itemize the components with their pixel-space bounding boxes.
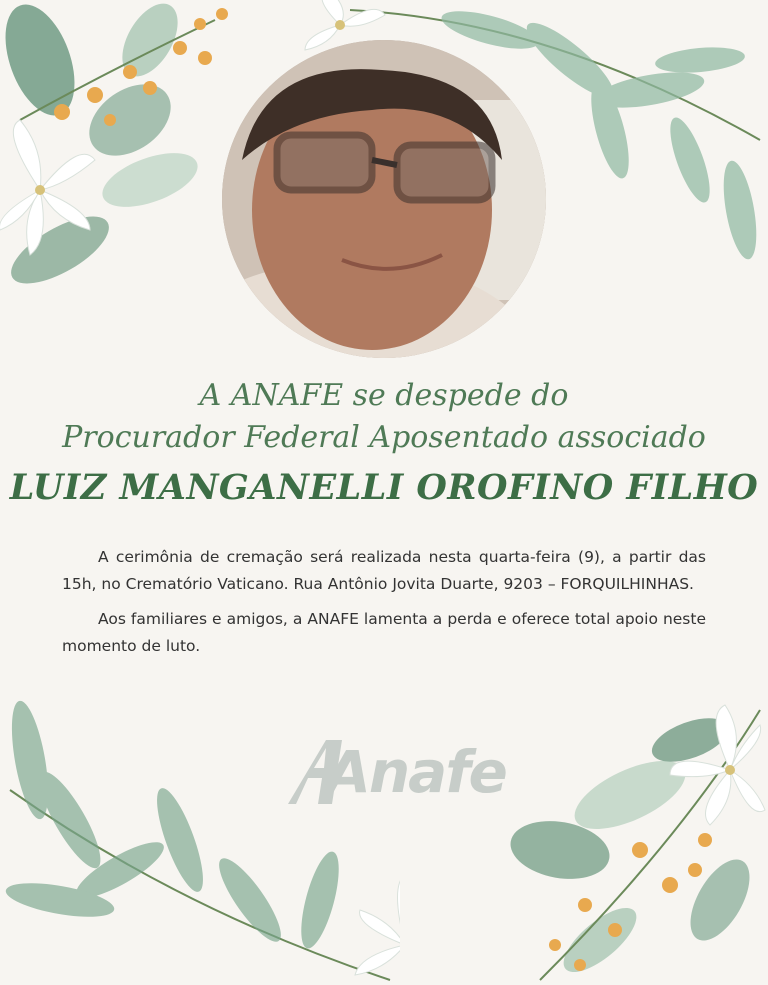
condolence-paragraph: Aos familiares e amigos, a ANAFE lamenta a perda e oferece total apoio neste momento de luto.	[62, 610, 706, 655]
headline-role: Procurador Federal Aposentado associado	[62, 420, 706, 455]
ceremony-paragraph: A cerimônia de cremação será realizada nesta quarta-feira (9), a partir das 15h, no Crematório Vaticano. Rua Antônio Jovita Duarte, 9203 – FORQUILHINHAS.	[62, 548, 706, 593]
announcement-body	[62, 544, 706, 668]
white-lily-icon	[355, 875, 400, 975]
memorial-headline	[0, 376, 768, 514]
anafe-logo	[282, 734, 506, 810]
portrait-photo	[222, 40, 546, 358]
logo-wordmark: Anafe	[326, 738, 506, 806]
floral-top-left	[0, 0, 260, 300]
headline-intro: A ANAFE se despede do	[199, 378, 569, 413]
deceased-name: LUIZ MANGANELLI OROFINO FILHO	[9, 467, 759, 508]
floral-bottom-right	[480, 690, 768, 985]
